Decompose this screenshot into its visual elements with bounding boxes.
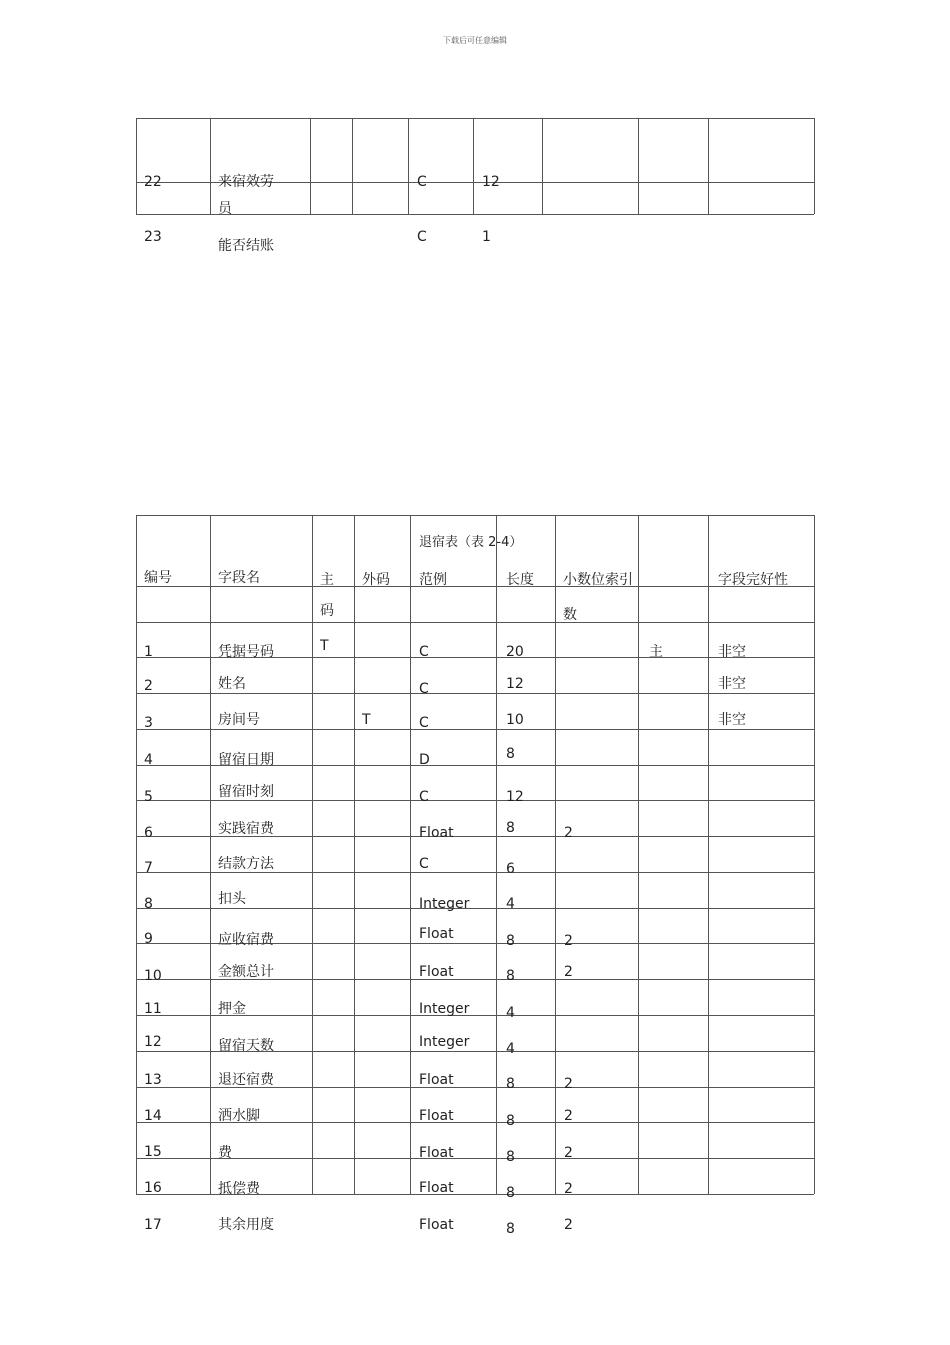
- cell-decimal: 2: [564, 1076, 573, 1092]
- cell-no: 7: [144, 860, 153, 876]
- cell-decimal: 2: [564, 1181, 573, 1197]
- cell-integrity: 非空: [718, 712, 746, 728]
- cell-field-name: 其余用度: [218, 1217, 274, 1233]
- cell-type: Float: [419, 1145, 454, 1161]
- cell-no: 5: [144, 789, 153, 805]
- cell-type: C: [417, 229, 427, 245]
- cell-type: Float: [419, 1217, 454, 1233]
- cell-field-name: 应收宿费: [218, 932, 274, 948]
- cell-decimal: 2: [564, 933, 573, 949]
- cell-field-name: 实践宿费: [218, 821, 274, 837]
- header-length: 长度: [506, 572, 534, 588]
- cell-type: Float: [419, 1180, 454, 1196]
- cell-field-name: 洒水脚: [218, 1108, 260, 1124]
- cell-field-name: 留宿天数: [218, 1038, 274, 1054]
- cell-length: 10: [506, 712, 524, 728]
- cell-length: 8: [506, 746, 515, 762]
- cell-integrity: 非空: [718, 644, 746, 660]
- cell-field-name: 留宿日期: [218, 752, 274, 768]
- cell-type: C: [417, 174, 427, 190]
- cell-no: 6: [144, 825, 153, 841]
- cell-no: 9: [144, 931, 153, 947]
- cell-no: 8: [144, 896, 153, 912]
- cell-field-name: 留宿时刻: [218, 784, 274, 800]
- cell-no: 23: [144, 229, 162, 245]
- cell-decimal: 2: [564, 964, 573, 980]
- cell-length: 12: [506, 789, 524, 805]
- cell-length: 6: [506, 861, 515, 877]
- cell-length: 12: [482, 174, 500, 190]
- cell-type: D: [419, 752, 430, 768]
- header-decimal-index: 小数位索引: [563, 572, 633, 588]
- cell-length: 8: [506, 1113, 515, 1129]
- cell-length: 1: [482, 229, 491, 245]
- cell-no: 22: [144, 174, 162, 190]
- cell-no: 14: [144, 1108, 162, 1124]
- cell-length: 8: [506, 1076, 515, 1092]
- header-primary-key: 主: [320, 572, 334, 588]
- header-decimal-index-continued: 数: [563, 607, 577, 623]
- table-caption: 退宿表（表 2-4）: [419, 535, 523, 550]
- cell-name-continued: 员: [218, 201, 232, 217]
- cell-field-name: 扣头: [218, 891, 246, 907]
- cell-field-name: 凭据号码: [218, 644, 274, 660]
- header-field-name: 字段名: [218, 570, 260, 586]
- cell-no: 2: [144, 678, 153, 694]
- cell-type: Float: [419, 1072, 454, 1088]
- cell-name: 来宿效劳: [218, 174, 274, 190]
- cell-no: 1: [144, 644, 153, 660]
- page-header: 下载后可任意编辑: [443, 36, 507, 45]
- header-type: 范例: [419, 572, 447, 588]
- cell-type: C: [419, 715, 429, 731]
- cell-type: Float: [419, 1108, 454, 1124]
- cell-no: 16: [144, 1180, 162, 1196]
- header-integrity: 字段完好性: [718, 572, 788, 588]
- cell-field-name: 抵偿费: [218, 1181, 260, 1197]
- cell-length: 8: [506, 1221, 515, 1237]
- cell-no: 10: [144, 968, 162, 984]
- cell-type: C: [419, 856, 429, 872]
- cell-integrity: 非空: [718, 676, 746, 692]
- header-foreign-key: 外码: [362, 572, 390, 588]
- cell-length: 20: [506, 644, 524, 660]
- cell-length: 4: [506, 1041, 515, 1057]
- cell-decimal: 2: [564, 1108, 573, 1124]
- cell-type: Integer: [419, 896, 470, 912]
- cell-length: 8: [506, 1149, 515, 1165]
- cell-length: 8: [506, 933, 515, 949]
- cell-foreign-key: T: [362, 712, 371, 728]
- cell-length: 8: [506, 968, 515, 984]
- cell-type: Float: [419, 825, 454, 841]
- cell-primary-key: T: [320, 638, 329, 654]
- cell-index: 主: [649, 644, 663, 660]
- cell-name: 能否结账: [218, 238, 274, 254]
- cell-field-name: 退还宿费: [218, 1072, 274, 1088]
- cell-no: 12: [144, 1034, 162, 1050]
- header-primary-key-continued: 码: [320, 603, 334, 619]
- cell-type: Integer: [419, 1034, 470, 1050]
- cell-no: 13: [144, 1072, 162, 1088]
- cell-no: 3: [144, 715, 153, 731]
- cell-decimal: 2: [564, 1145, 573, 1161]
- cell-field-name: 费: [218, 1145, 232, 1161]
- cell-decimal: 2: [564, 1217, 573, 1233]
- cell-length: 12: [506, 676, 524, 692]
- cell-type: Float: [419, 926, 454, 942]
- cell-length: 4: [506, 896, 515, 912]
- cell-type: Float: [419, 964, 454, 980]
- cell-field-name: 金额总计: [218, 964, 274, 980]
- cell-no: 15: [144, 1144, 162, 1160]
- cell-field-name: 结款方法: [218, 856, 274, 872]
- cell-type: C: [419, 789, 429, 805]
- cell-field-name: 房间号: [218, 712, 260, 728]
- cell-field-name: 姓名: [218, 676, 246, 692]
- cell-no: 11: [144, 1001, 162, 1017]
- cell-type: C: [419, 681, 429, 697]
- cell-decimal: 2: [564, 825, 573, 841]
- cell-length: 8: [506, 1185, 515, 1201]
- cell-length: 8: [506, 820, 515, 836]
- header-no: 编号: [144, 570, 172, 586]
- cell-length: 4: [506, 1005, 515, 1021]
- cell-type: C: [419, 644, 429, 660]
- cell-type: Integer: [419, 1001, 470, 1017]
- cell-field-name: 押金: [218, 1001, 246, 1017]
- cell-no: 17: [144, 1217, 162, 1233]
- cell-no: 4: [144, 752, 153, 768]
